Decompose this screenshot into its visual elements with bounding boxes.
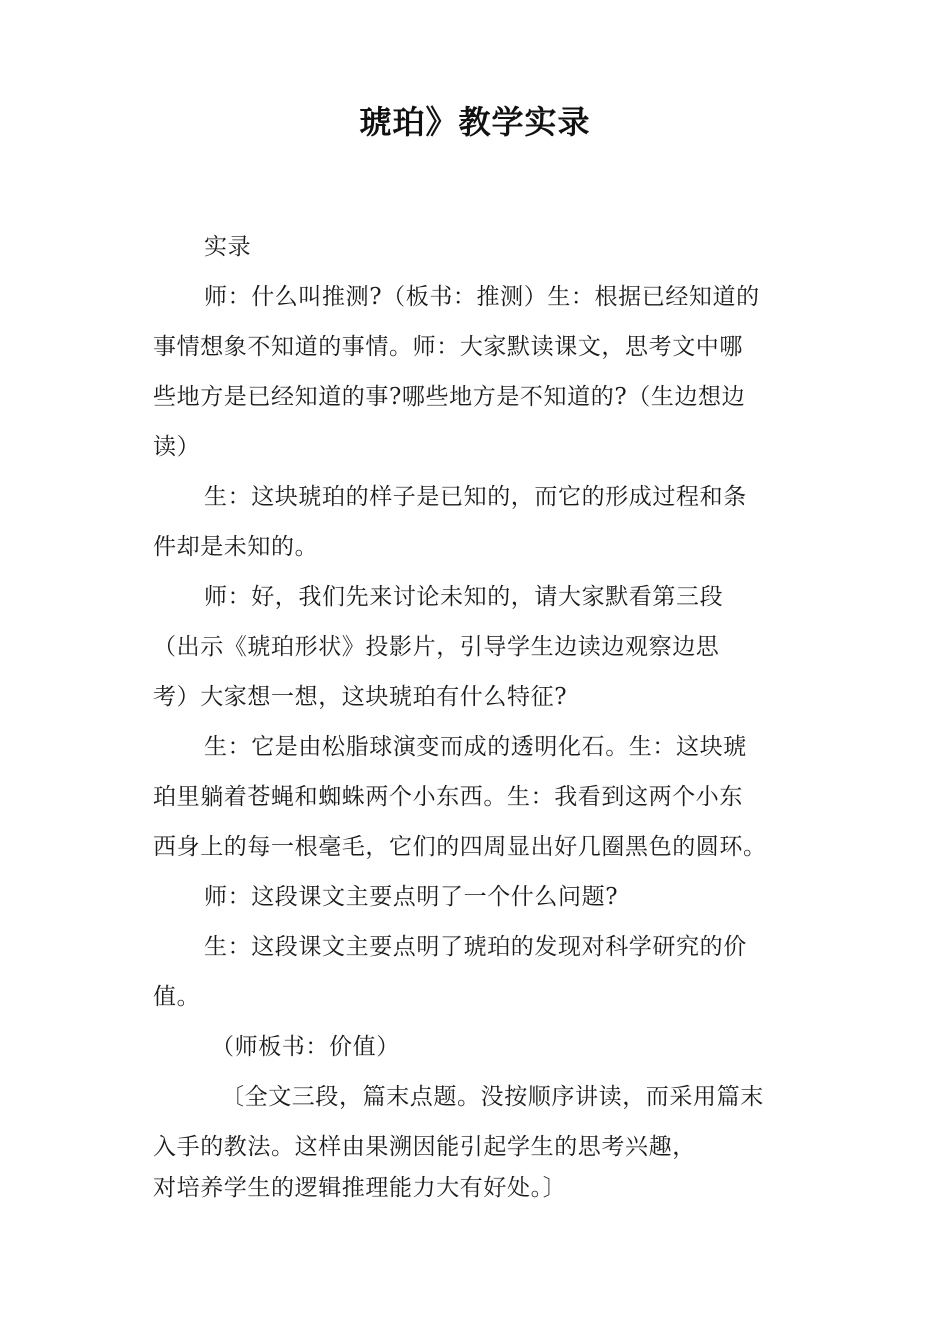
paragraph-line: 实录: [204, 234, 252, 260]
paragraph-line: 生：这段课文主要点明了琥珀的发现对科学研究的价: [204, 934, 747, 960]
paragraph-line: 师：这段课文主要点明了一个什么问题?: [204, 884, 619, 910]
paragraph-line: 师：什么叫推测?（板书：推测）生：根据已经知道的: [204, 284, 760, 310]
paragraph-line: 值。: [153, 984, 201, 1010]
paragraph-line: 珀里躺着苍蝇和蜘蛛两个小东西。生：我看到这两个小东: [153, 784, 743, 810]
paragraph-line: 件却是未知的。: [153, 534, 319, 560]
document-body: [153, 222, 813, 1205]
paragraph-line: 事情想象不知道的事情。师：大家默读课文，思考文中哪: [153, 334, 743, 360]
paragraph-line: 〔全文三段，篇末点题。没按顺序讲读，而采用篇末: [221, 1084, 764, 1110]
paragraph-line: 入手的教法。这样由果溯因能引起学生的思考兴趣，: [153, 1134, 696, 1160]
document-title: 琥珀》教学实录: [359, 103, 591, 141]
paragraph-line: 西身上的每一根毫毛，它们的四周显出好几圈黑色的圆环。: [153, 834, 767, 860]
paragraph-line: 考）大家想一想，这块琥珀有什么特征?: [153, 684, 568, 710]
paragraph-line: 师：好，我们先来讨论未知的，请大家默看第三段: [204, 584, 724, 610]
paragraph-line: （师板书：价值）: [211, 1034, 400, 1060]
paragraph-line: 读）: [153, 434, 201, 460]
paragraph-line: （出示《琥珀形状》投影片，引导学生边读边观察边思: [153, 634, 720, 660]
paragraph-line: 些地方是已经知道的事?哪些地方是不知道的?（生边想边: [153, 384, 746, 410]
paragraph-line: 生：它是由松脂球演变而成的透明化石。生：这块琥: [204, 734, 747, 760]
paragraph-line: 生：这块琥珀的样子是已知的，而它的形成过程和条: [204, 484, 747, 510]
paragraph-line: 对培养学生的逻辑推理能力大有好处。〕: [153, 1175, 567, 1201]
